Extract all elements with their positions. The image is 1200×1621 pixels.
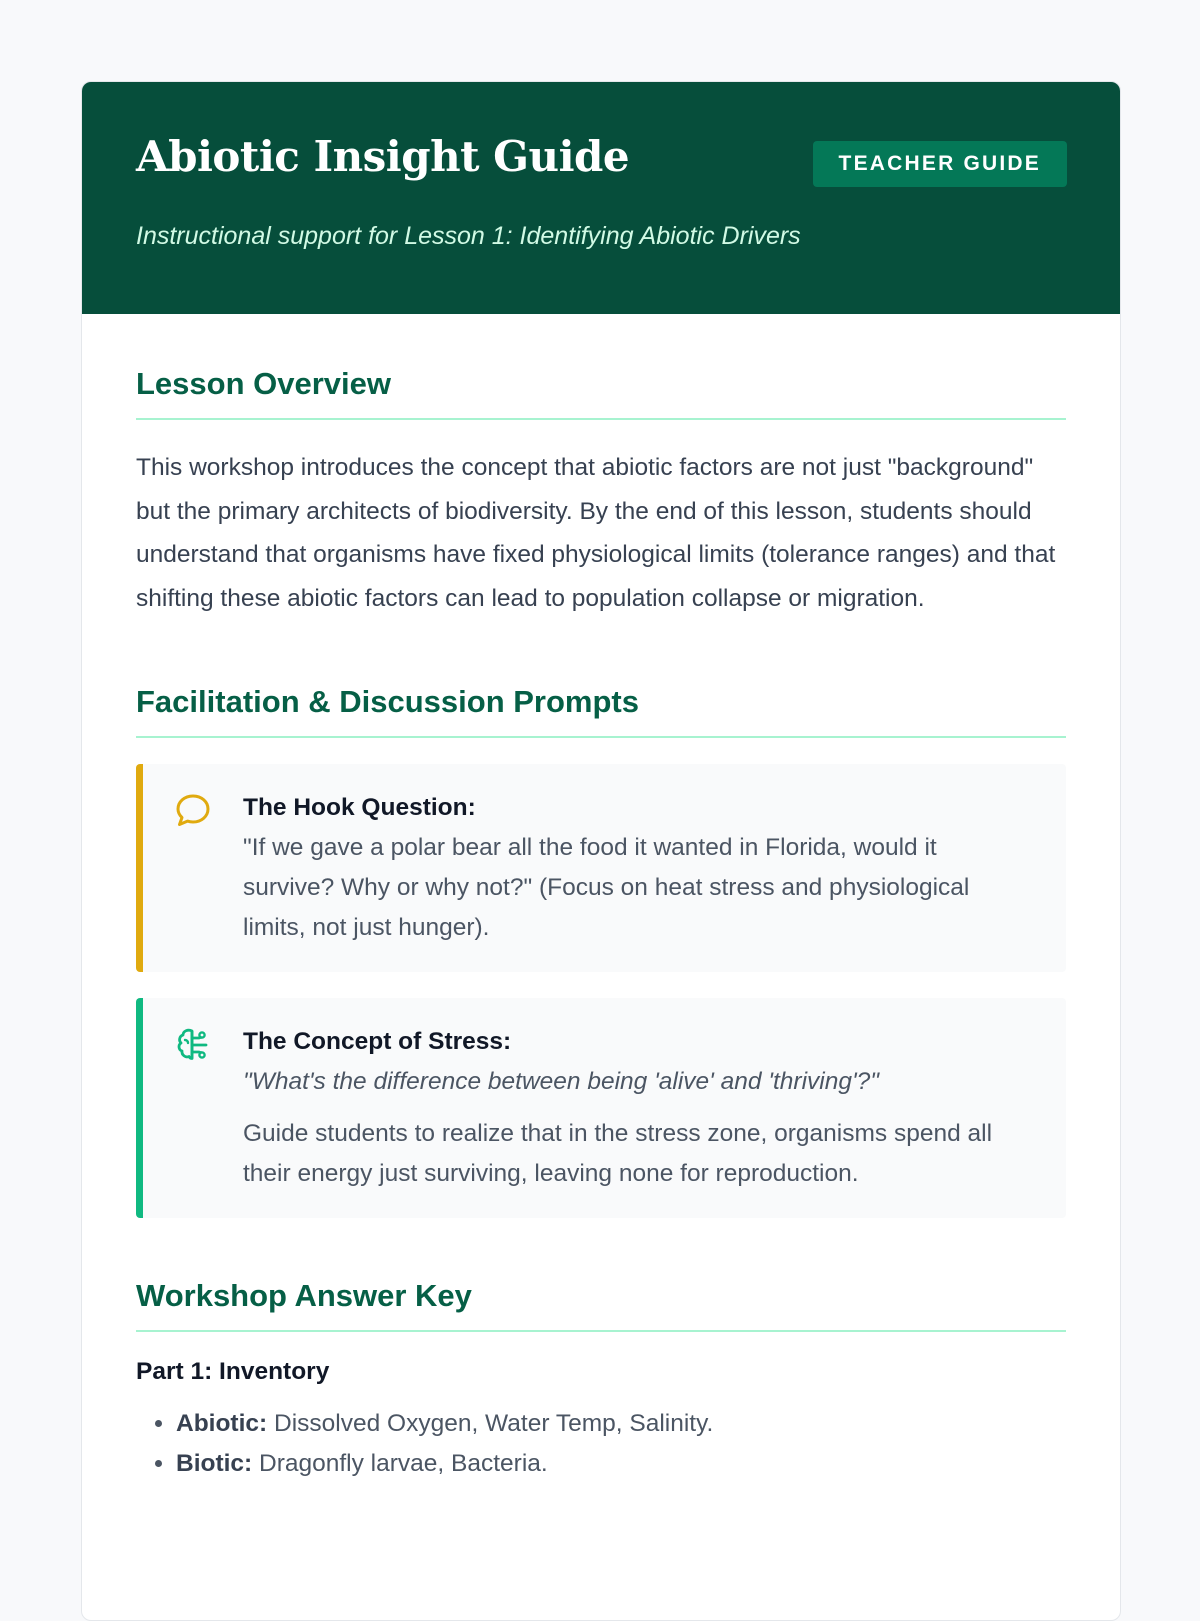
brain-icon <box>173 1024 213 1064</box>
guide-content <box>82 314 1120 1484</box>
page-title: Abiotic Insight Guide <box>136 132 630 181</box>
lesson-overview-text: This workshop introduces the concept that abiotic factors are not just "background" but the primary architects of biodiversity. By the end of this lesson, students should understand that organisms have fixed physiological limits (tolerance ranges) and that shifting these abiotic factors can lead to population collapse or migration. <box>136 454 1056 612</box>
biotic-label: Biotic: <box>176 1450 253 1477</box>
guide-header <box>82 82 1120 314</box>
facilitation-section <box>136 684 1066 1218</box>
part-1-title: Part 1: Inventory <box>136 1358 330 1385</box>
answer-key-heading: Workshop Answer Key <box>136 1278 1066 1332</box>
page-subtitle: Instructional support for Lesson 1: Identifying Abiotic Drivers <box>136 222 801 250</box>
concept-of-stress-note: Guide students to realize that in the stress zone, organisms spend all their energy just surviving, leaving none for reproduction. <box>243 1120 993 1187</box>
lesson-overview-section <box>136 366 1066 620</box>
speech-bubble-icon <box>173 790 213 830</box>
lesson-overview-heading: Lesson Overview <box>136 366 1066 420</box>
list-item-biotic <box>176 1444 1066 1484</box>
biotic-value: Dragonfly larvae, Bacteria. <box>252 1450 548 1477</box>
hook-question-body: "If we gave a polar bear all the food it wanted in Florida, would it survive? Why or why not?" (Focus on heat stress and physiological limits, not just hunger). <box>243 834 970 941</box>
hook-question-title: The Hook Question: <box>243 794 476 821</box>
teacher-guide-badge: TEACHER GUIDE <box>813 141 1067 187</box>
guide-card <box>81 81 1121 1621</box>
hook-question-callout <box>136 764 1066 972</box>
facilitation-heading: Facilitation & Discussion Prompts <box>136 684 1066 738</box>
concept-of-stress-title: The Concept of Stress: <box>243 1028 512 1055</box>
list-item-abiotic <box>176 1404 1066 1444</box>
abiotic-label: Abiotic: <box>176 1410 268 1437</box>
inventory-list <box>136 1404 1066 1484</box>
answer-key-section <box>136 1278 1066 1484</box>
concept-of-stress-callout <box>136 998 1066 1218</box>
abiotic-value: Dissolved Oxygen, Water Temp, Salinity. <box>267 1410 714 1437</box>
concept-of-stress-quote: "What's the difference between being 'alive' and 'thriving'?" <box>243 1068 879 1095</box>
